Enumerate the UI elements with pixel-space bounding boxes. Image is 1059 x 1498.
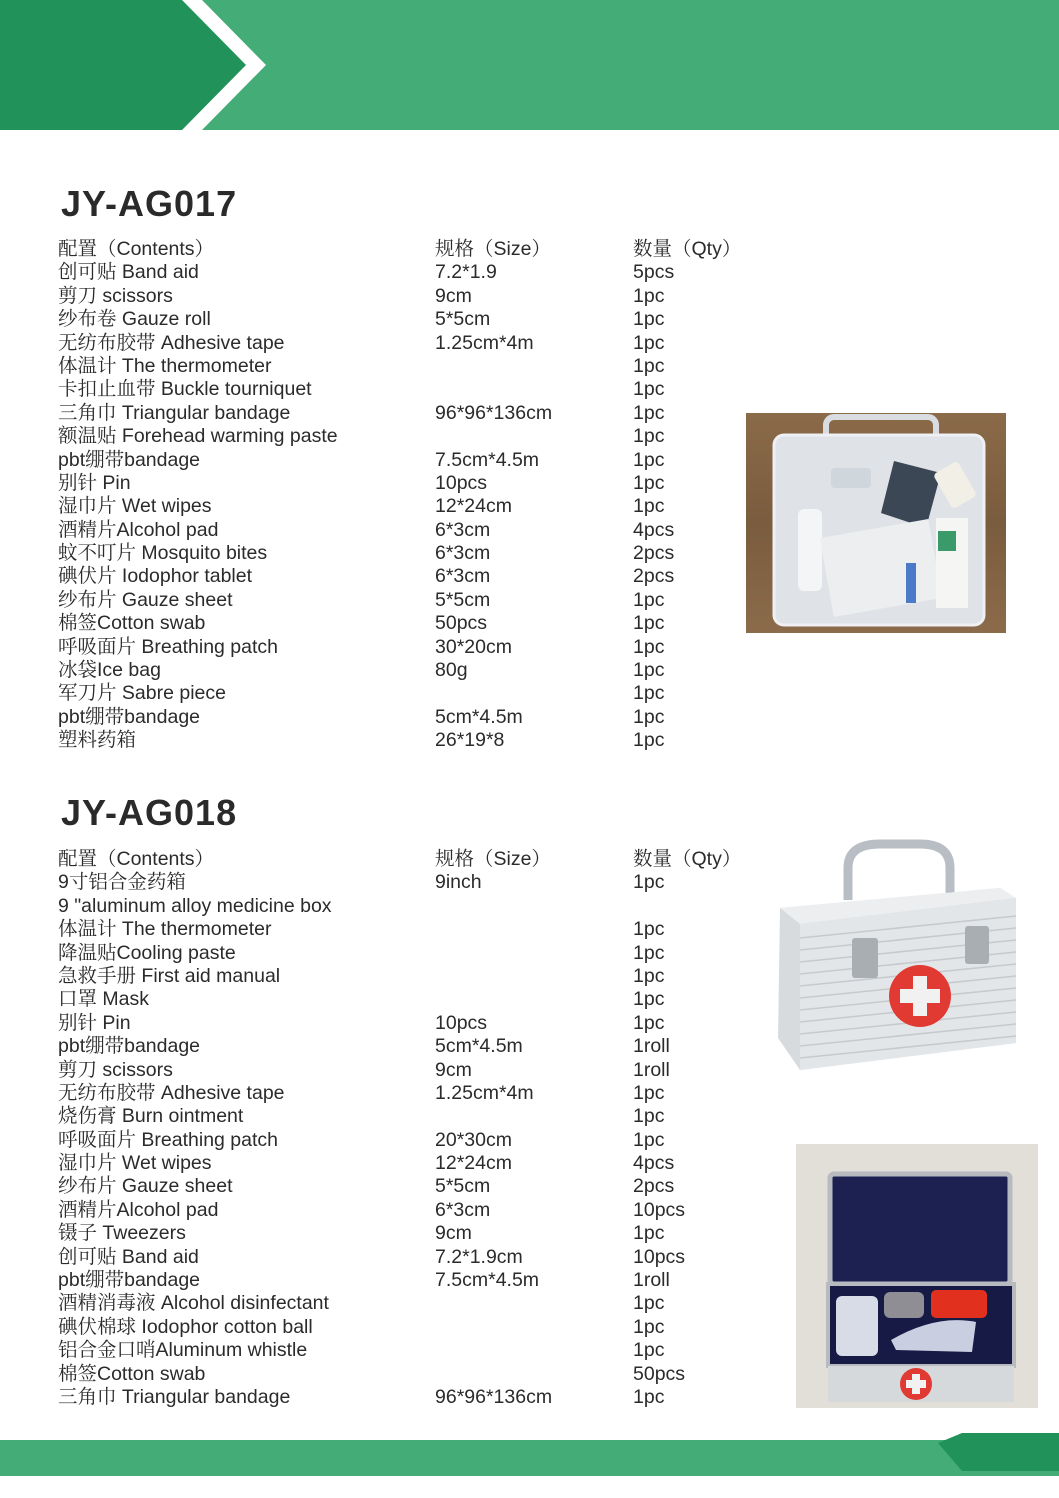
item-size: 5*5cm	[435, 1175, 491, 1198]
item-size: 30*20cm	[435, 635, 512, 658]
item-name: 纱布卷 Gauze roll	[58, 308, 211, 331]
item-size: 20*30cm	[435, 1128, 512, 1151]
table-row	[58, 1129, 758, 1152]
table-row	[58, 589, 758, 612]
item-qty: 1pc	[633, 495, 665, 518]
item-name: 烧伤膏 Burn ointment	[58, 1105, 244, 1128]
item-size: 10pcs	[435, 471, 488, 494]
item-name: 降温贴Cooling paste	[58, 941, 236, 964]
item-size: 9cm	[435, 284, 472, 307]
table-header-row	[58, 238, 758, 261]
aluminum-first-aid-case-open-photo	[796, 1144, 1038, 1408]
item-qty: 1roll	[633, 1058, 670, 1081]
table-row	[58, 1082, 758, 1105]
table-row	[58, 565, 758, 588]
item-name: 别针 Pin	[58, 1011, 131, 1034]
item-qty: 1pc	[633, 378, 665, 401]
table-row	[58, 449, 758, 472]
item-qty: 1pc	[633, 1385, 665, 1408]
item-qty: 1pc	[633, 471, 665, 494]
item-qty: 1pc	[633, 401, 665, 424]
item-qty: 1pc	[633, 1081, 665, 1104]
item-name: 纱布片 Gauze sheet	[58, 588, 233, 611]
item-name: 9 "aluminum alloy medicine box	[58, 894, 332, 917]
spec-table-ag017	[58, 238, 758, 753]
model-title-ag017: JY-AG017	[61, 183, 238, 224]
table-row	[58, 1222, 758, 1245]
table-row	[58, 355, 758, 378]
table-row	[58, 1386, 758, 1409]
item-qty: 1roll	[633, 1035, 670, 1058]
item-size: 5*5cm	[435, 308, 491, 331]
item-name: 三角巾 Triangular bandage	[58, 1385, 291, 1408]
item-name: 棉签Cotton swab	[58, 612, 206, 635]
table-row	[58, 895, 758, 918]
item-size: 50pcs	[435, 612, 488, 635]
item-name: 碘伏片 Iodophor tablet	[58, 565, 253, 588]
item-name: 体温计 The thermometer	[58, 918, 272, 941]
footer-banner	[0, 1425, 1059, 1485]
table-row	[58, 402, 758, 425]
table-row	[58, 1292, 758, 1315]
item-size: 7.5cm*4.5m	[435, 1269, 540, 1292]
item-size: 26*19*8	[435, 729, 505, 752]
item-name: 酒精片Alcohol pad	[58, 1198, 219, 1221]
table-row	[58, 636, 758, 659]
table-row	[58, 1269, 758, 1292]
item-name: 酒精片Alcohol pad	[58, 518, 219, 541]
item-name: 三角巾 Triangular bandage	[58, 401, 291, 424]
qty-header: 数量（Qty）	[633, 848, 742, 870]
table-row	[58, 308, 758, 331]
item-name: 塑料药箱	[58, 729, 137, 752]
header-banner	[0, 0, 1059, 130]
table-row	[58, 542, 758, 565]
qty-header: 数量（Qty）	[633, 238, 742, 260]
item-name: 呼吸面片 Breathing patch	[58, 635, 279, 658]
item-name: 体温计 The thermometer	[58, 354, 272, 377]
item-name: 9寸铝合金药箱	[58, 871, 186, 894]
table-row	[58, 682, 758, 705]
item-qty: 1pc	[633, 659, 665, 682]
item-size: 6*3cm	[435, 565, 491, 588]
item-size: 12*24cm	[435, 495, 512, 518]
item-qty: 1pc	[633, 354, 665, 377]
item-name: 湿巾片 Wet wipes	[58, 1152, 212, 1175]
item-name: 额温贴 Forehead warming paste	[58, 425, 338, 448]
table-row	[58, 1175, 758, 1198]
item-size: 1.25cm*4m	[435, 331, 534, 354]
table-row	[58, 965, 758, 988]
table-row	[58, 942, 758, 965]
table-row	[58, 472, 758, 495]
item-size: 9cm	[435, 1222, 472, 1245]
item-qty: 1pc	[633, 918, 665, 941]
item-name: 创可贴 Band aid	[58, 1245, 199, 1268]
item-name: 无纺布胶带 Adhesive tape	[58, 1081, 285, 1104]
item-name: 酒精消毒液 Alcohol disinfectant	[58, 1292, 329, 1315]
table-row	[58, 378, 758, 401]
table-row	[58, 918, 758, 941]
plastic-first-aid-box-photo	[746, 413, 1006, 633]
item-name: 卡扣止血带 Buckle tourniquet	[58, 378, 312, 401]
item-qty: 1pc	[633, 612, 665, 635]
item-size: 7.2*1.9cm	[435, 1245, 523, 1268]
size-header: 规格（Size）	[435, 848, 551, 870]
item-name: 纱布片 Gauze sheet	[58, 1175, 233, 1198]
item-qty: 1pc	[633, 1128, 665, 1151]
item-name: 棉签Cotton swab	[58, 1362, 206, 1385]
item-qty: 1pc	[633, 871, 665, 894]
model-title-ag018: JY-AG018	[61, 792, 238, 833]
item-name: 蚊不叮片 Mosquito bites	[58, 542, 268, 565]
item-name: 镊子 Tweezers	[58, 1222, 186, 1245]
item-qty: 1pc	[633, 588, 665, 611]
item-name: pbt绷带bandage	[58, 1035, 201, 1058]
item-name: 剪刀 scissors	[58, 284, 173, 307]
item-size: 5cm*4.5m	[435, 705, 523, 728]
table-row	[58, 519, 758, 542]
item-qty: 1pc	[633, 1105, 665, 1128]
item-qty: 1pc	[633, 705, 665, 728]
item-size: 7.2*1.9	[435, 261, 497, 284]
table-row	[58, 1035, 758, 1058]
item-name: 创可贴 Band aid	[58, 261, 199, 284]
item-qty: 2pcs	[633, 565, 675, 588]
item-name: 铝合金口哨Aluminum whistle	[58, 1339, 308, 1362]
item-size: 80g	[435, 659, 468, 682]
item-qty: 1pc	[633, 682, 665, 705]
item-size: 6*3cm	[435, 542, 491, 565]
aluminum-first-aid-case-closed-photo	[770, 838, 1022, 1083]
item-qty: 2pcs	[633, 1175, 675, 1198]
item-name: 无纺布胶带 Adhesive tape	[58, 331, 285, 354]
item-qty: 10pcs	[633, 1245, 686, 1268]
item-qty: 4pcs	[633, 1152, 675, 1175]
item-size: 9inch	[435, 871, 482, 894]
table-row	[58, 1363, 758, 1386]
table-row	[58, 1246, 758, 1269]
item-qty: 1roll	[633, 1269, 670, 1292]
table-row	[58, 988, 758, 1011]
item-size: 1.25cm*4m	[435, 1081, 534, 1104]
table-header-row	[58, 848, 758, 871]
item-qty: 50pcs	[633, 1362, 686, 1385]
item-qty: 2pcs	[633, 542, 675, 565]
spec-table-ag018	[58, 848, 758, 1409]
item-qty: 1pc	[633, 448, 665, 471]
item-qty: 1pc	[633, 964, 665, 987]
item-name: pbt绷带bandage	[58, 705, 201, 728]
item-qty: 1pc	[633, 425, 665, 448]
item-qty: 5pcs	[633, 261, 675, 284]
item-qty: 1pc	[633, 635, 665, 658]
item-name: pbt绷带bandage	[58, 1269, 201, 1292]
item-size: 7.5cm*4.5m	[435, 448, 540, 471]
item-name: 碘伏棉球 Iodophor cotton ball	[58, 1315, 313, 1338]
table-row	[58, 425, 758, 448]
item-qty: 10pcs	[633, 1198, 686, 1221]
table-row	[58, 871, 758, 894]
item-name: 急救手册 First aid manual	[58, 964, 281, 987]
item-qty: 1pc	[633, 308, 665, 331]
item-qty: 1pc	[633, 331, 665, 354]
table-row	[58, 1199, 758, 1222]
table-row	[58, 261, 758, 284]
item-size: 96*96*136cm	[435, 1385, 553, 1408]
table-row	[58, 1316, 758, 1339]
item-name: 剪刀 scissors	[58, 1058, 173, 1081]
item-qty: 1pc	[633, 941, 665, 964]
size-header: 规格（Size）	[435, 238, 551, 260]
item-size: 9cm	[435, 1058, 472, 1081]
item-name: 湿巾片 Wet wipes	[58, 495, 212, 518]
item-size: 12*24cm	[435, 1152, 512, 1175]
item-qty: 1pc	[633, 1339, 665, 1362]
item-name: 军刀片 Sabre piece	[58, 682, 226, 705]
item-qty: 1pc	[633, 988, 665, 1011]
table-row	[58, 1105, 758, 1128]
item-qty: 4pcs	[633, 518, 675, 541]
item-qty: 1pc	[633, 1222, 665, 1245]
contents-header: 配置（Contents）	[58, 238, 215, 260]
item-qty: 1pc	[633, 1292, 665, 1315]
table-row	[58, 285, 758, 308]
table-row	[58, 729, 758, 752]
table-row	[58, 332, 758, 355]
item-name: 冰袋Ice bag	[58, 659, 161, 682]
item-qty: 1pc	[633, 729, 665, 752]
item-size: 5*5cm	[435, 588, 491, 611]
item-size: 10pcs	[435, 1011, 488, 1034]
item-name: 呼吸面片 Breathing patch	[58, 1128, 279, 1151]
item-qty: 1pc	[633, 1315, 665, 1338]
table-row	[58, 706, 758, 729]
contents-header: 配置（Contents）	[58, 848, 215, 870]
table-row	[58, 1152, 758, 1175]
table-row	[58, 1012, 758, 1035]
table-row	[58, 1059, 758, 1082]
item-size: 6*3cm	[435, 1198, 491, 1221]
item-size: 96*96*136cm	[435, 401, 553, 424]
item-name: pbt绷带bandage	[58, 448, 201, 471]
table-row	[58, 495, 758, 518]
item-qty: 1pc	[633, 1011, 665, 1034]
item-size: 6*3cm	[435, 518, 491, 541]
item-size: 5cm*4.5m	[435, 1035, 523, 1058]
item-name: 别针 Pin	[58, 471, 131, 494]
table-row	[58, 659, 758, 682]
table-row	[58, 612, 758, 635]
table-row	[58, 1339, 758, 1362]
item-name: 口罩 Mask	[58, 988, 150, 1011]
item-qty: 1pc	[633, 284, 665, 307]
